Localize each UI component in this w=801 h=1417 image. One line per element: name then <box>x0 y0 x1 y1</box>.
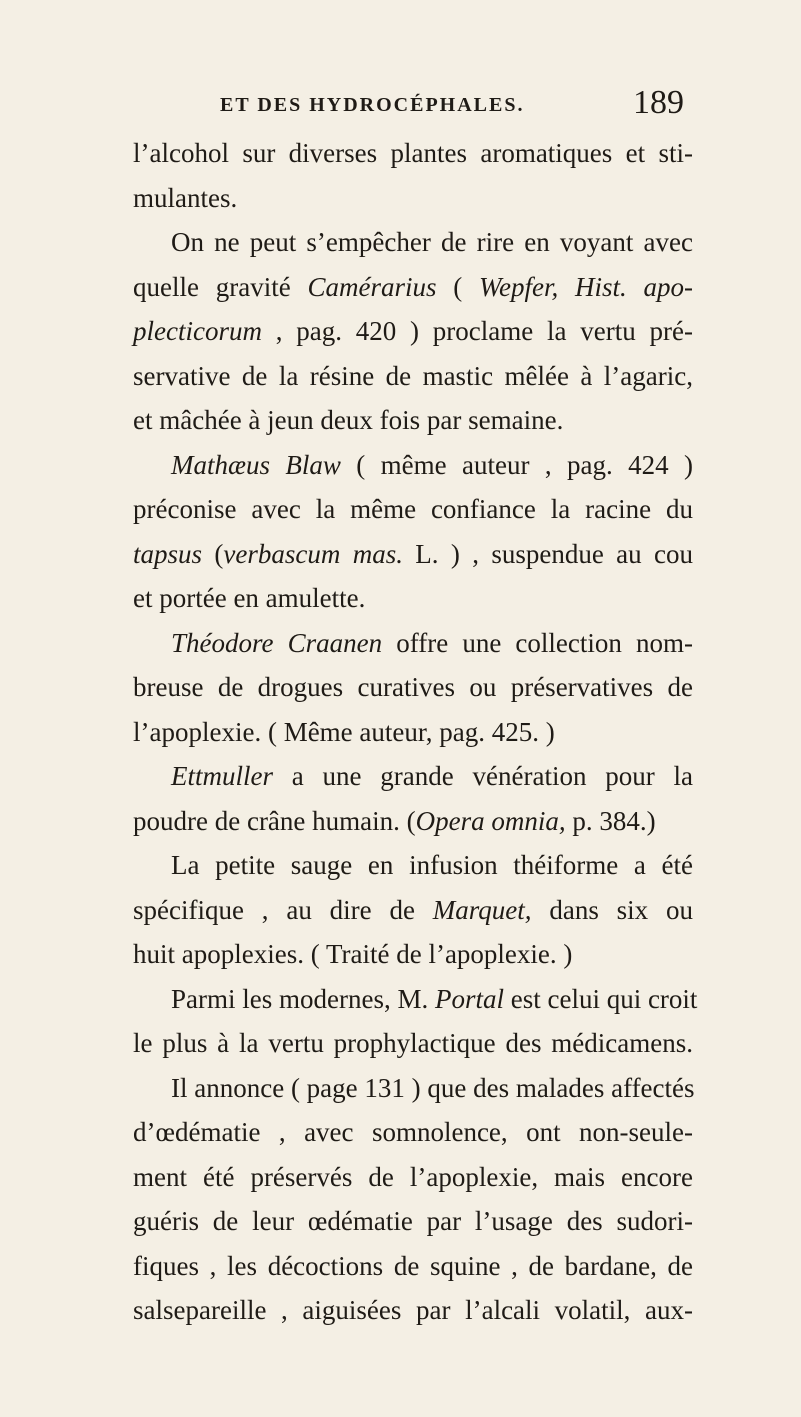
text-span: fiques , les décoctions de squine , de bardane, de <box>133 1250 693 1281</box>
text-line <box>133 309 693 354</box>
text-span: l’apoplexie. ( Même auteur, pag. 425. ) <box>133 716 555 747</box>
text-span: offre une collection nom- <box>382 627 693 658</box>
text-line <box>133 799 693 844</box>
text-span: On ne peut s’empêcher de rire en voyant avec <box>171 227 693 257</box>
text-span: Parmi les modernes, M. <box>171 983 435 1014</box>
italic-text: Camérarius <box>307 271 437 302</box>
text-line <box>133 576 693 621</box>
text-span: La petite sauge en infusion théiforme a été <box>171 850 693 880</box>
text-line <box>133 1244 693 1289</box>
italic-text: Théodore Craanen <box>171 627 383 658</box>
italic-text: Opera omnia, <box>415 805 566 836</box>
text-span: L. ) , suspendue au cou <box>402 538 693 569</box>
text-line <box>133 176 693 221</box>
italic-text: verbascum mas. <box>223 538 403 569</box>
text-line <box>133 220 693 265</box>
text-line <box>133 977 698 1022</box>
text-span: le plus à la vertu prophylactique des médicamens. <box>133 1028 693 1058</box>
page-header <box>0 78 801 128</box>
text-span: Il annonce ( page 131 ) que des malades affectés <box>171 1072 695 1103</box>
running-title: ET DES HYDROCÉPHALES. <box>220 94 525 116</box>
text-line <box>133 265 693 310</box>
text-line <box>133 932 693 977</box>
text-span: ment été préservés de l’apoplexie, mais encore <box>133 1161 693 1192</box>
text-span: quelle gravité <box>133 271 308 302</box>
text-span: préconise avec la même confiance la racine du <box>133 494 693 524</box>
text-span: l’alcohol sur diverses plantes aromatiques et sti- <box>133 138 693 168</box>
text-span: spécifique , au dire de <box>133 894 433 925</box>
text-line <box>133 843 693 888</box>
text-line <box>133 1199 693 1244</box>
italic-text: Portal <box>434 983 504 1014</box>
text-line <box>133 131 693 176</box>
text-line <box>133 1021 693 1066</box>
text-span: poudre de crâne humain. ( <box>133 805 416 836</box>
text-span: guéris de leur œdématie par l’usage des sudori- <box>133 1206 693 1236</box>
italic-text: plecticorum <box>133 316 262 346</box>
italic-text: tapsus <box>133 538 203 569</box>
text-span: , pag. 420 ) proclame la vertu pré- <box>261 316 693 346</box>
text-span: ( <box>202 538 224 569</box>
text-span: breuse de drogues curatives ou préservatives de <box>133 672 693 702</box>
text-span: d’œdématie , avec somnolence, ont non-seule- <box>133 1117 693 1147</box>
italic-text: Wepfer, Hist. apo- <box>478 271 693 302</box>
text-line <box>133 354 693 399</box>
text-span: p. 384.) <box>565 805 656 836</box>
italic-text: Ettmuller <box>171 761 273 791</box>
text-span: ( même auteur , pag. 424 ) <box>340 449 693 480</box>
text-span: servative de la résine de mastic mêlée à l’agaric, <box>133 360 693 391</box>
text-span: dans six ou <box>531 894 693 925</box>
page-number: 189 <box>633 84 684 121</box>
text-line <box>133 1155 693 1200</box>
italic-text: Marquet, <box>432 894 532 925</box>
text-line <box>133 888 693 933</box>
text-span: salsepareille , aiguisées par l’alcali volatil, aux- <box>133 1295 693 1325</box>
text-line <box>133 1066 693 1111</box>
text-line <box>133 487 693 532</box>
text-line <box>133 621 693 666</box>
text-span: et mâchée à jeun deux fois par semaine. <box>133 405 564 435</box>
text-line <box>133 754 693 799</box>
body-text <box>133 131 698 1333</box>
text-span: huit apoplexies. ( Traité de l’apoplexie. ) <box>133 939 573 969</box>
text-span: a une grande vénération pour la <box>273 761 693 791</box>
text-line <box>133 1110 693 1155</box>
text-line <box>133 398 693 443</box>
text-line <box>133 443 693 488</box>
text-span: ( <box>436 271 479 302</box>
text-span: est celui qui croit <box>503 983 698 1014</box>
text-span: mulantes. <box>133 182 238 213</box>
text-line <box>133 665 693 710</box>
text-line <box>133 710 693 755</box>
text-line <box>133 1288 693 1333</box>
italic-text: Mathæus Blaw <box>171 449 341 480</box>
text-line <box>133 532 693 577</box>
text-span: et portée en amulette. <box>133 583 366 613</box>
